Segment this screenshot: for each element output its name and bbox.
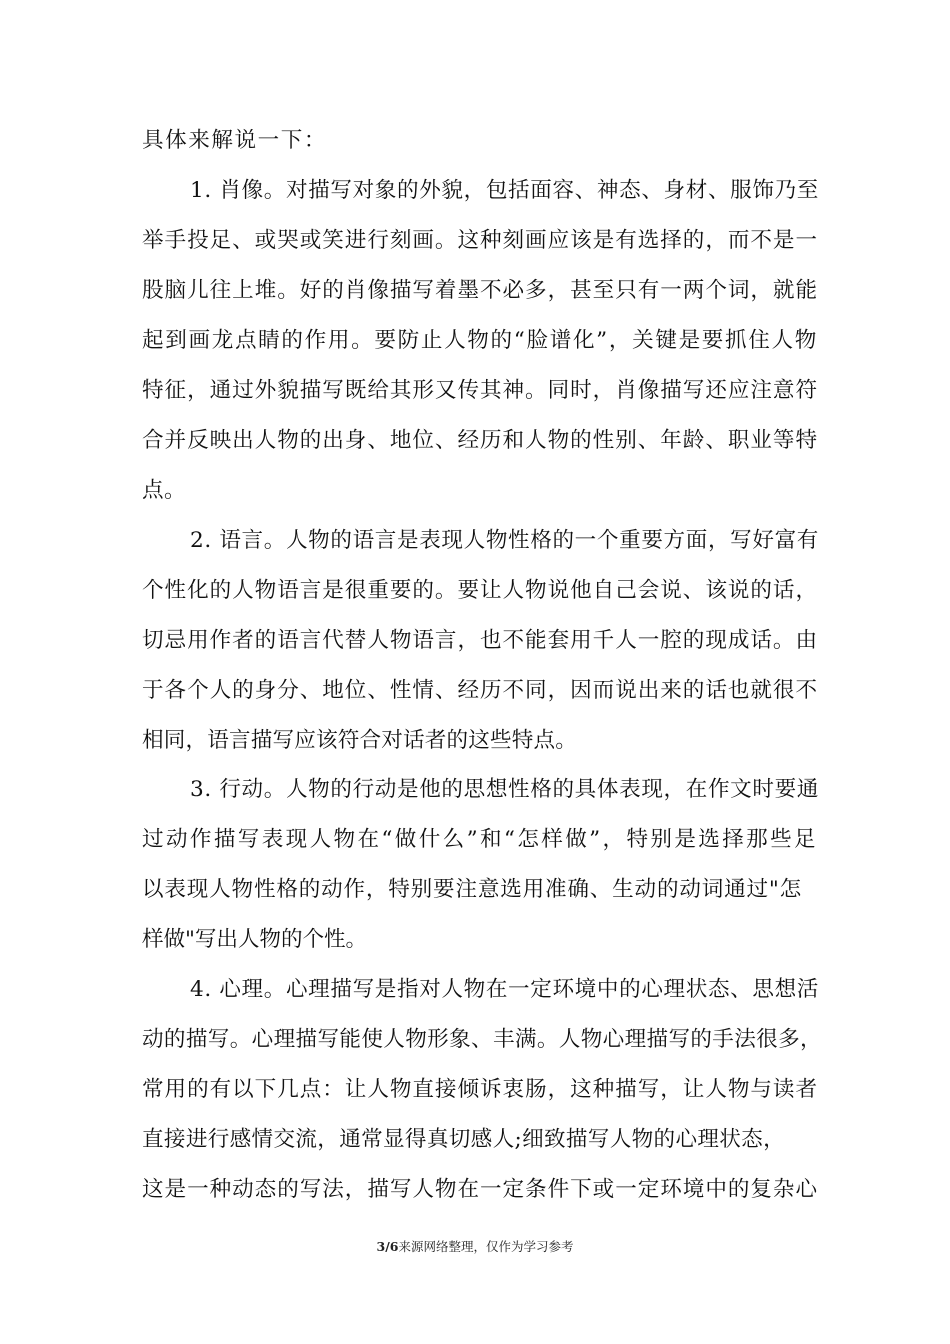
text-line: 3. 行动。人物的行动是他的思想性格的具体表现，在作文时要通 <box>190 777 819 802</box>
text-line: 个性化的人物语言是很重要的。要让人物说他自己会说、该说的话， <box>142 578 818 603</box>
text-line: 股脑儿往上堆。好的肖像描写着墨不必多，甚至只有一两个词，就能 <box>142 278 818 303</box>
text-line: 2. 语言。人物的语言是表现人物性格的一个重要方面，写好富有 <box>190 528 819 553</box>
text-line: 动的描写。心理描写能使人物形象、丰满。人物心理描写的手法很多， <box>142 1027 822 1052</box>
text-line: 合并反映出人物的出身、地位、经历和人物的性别、年龄、职业等特 <box>142 428 818 453</box>
text-line: 切忌用作者的语言代替人物语言，也不能套用千人一腔的现成话。由 <box>142 628 818 653</box>
text-line: 样做"写出人物的个性。 <box>142 927 367 952</box>
page-number: 3/6 <box>376 1239 399 1254</box>
text-line: 4. 心理。心理描写是指对人物在一定环境中的心理状态、思想活 <box>190 977 819 1002</box>
footer-note: 来源网络整理，仅作为学习参考 <box>398 1239 574 1254</box>
text-line: 1. 肖像。对描写对象的外貌，包括面容、神态、身材、服饰乃至 <box>190 178 819 203</box>
text-line: 点。 <box>142 478 186 503</box>
text-line: 于各个人的身分、地位、性情、经历不同，因而说出来的话也就很不 <box>142 678 818 703</box>
text-line: 这是一种动态的写法，描写人物在一定条件下或一定环境中的复杂心 <box>142 1177 818 1202</box>
text-line: 过动作描写表现人物在“做什么”和“怎样做”，特别是选择那些足 <box>142 827 818 852</box>
text-line: 以表现人物性格的动作，特别要注意选用准确、生动的动词通过"怎 <box>142 877 802 902</box>
text-line: 直接进行感情交流，通常显得真切感人;细致描写人物的心理状态， <box>142 1127 785 1152</box>
text-line: 相同，语言描写应该符合对话者的这些特点。 <box>142 728 577 753</box>
text-line: 具体来解说一下： <box>142 128 327 153</box>
text-line: 举手投足、或哭或笑进行刻画。这种刻画应该是有选择的，而不是一 <box>142 228 818 253</box>
text-line: 起到画龙点睛的作用。要防止人物的“脸谱化”，关键是要抓住人物 <box>142 328 818 353</box>
text-line: 常用的有以下几点：让人物直接倾诉衷肠，这种描写，让人物与读者 <box>142 1077 818 1102</box>
page-footer <box>0 1237 950 1255</box>
text-line: 特征，通过外貌描写既给其形又传其神。同时，肖像描写还应注意符 <box>142 378 818 403</box>
